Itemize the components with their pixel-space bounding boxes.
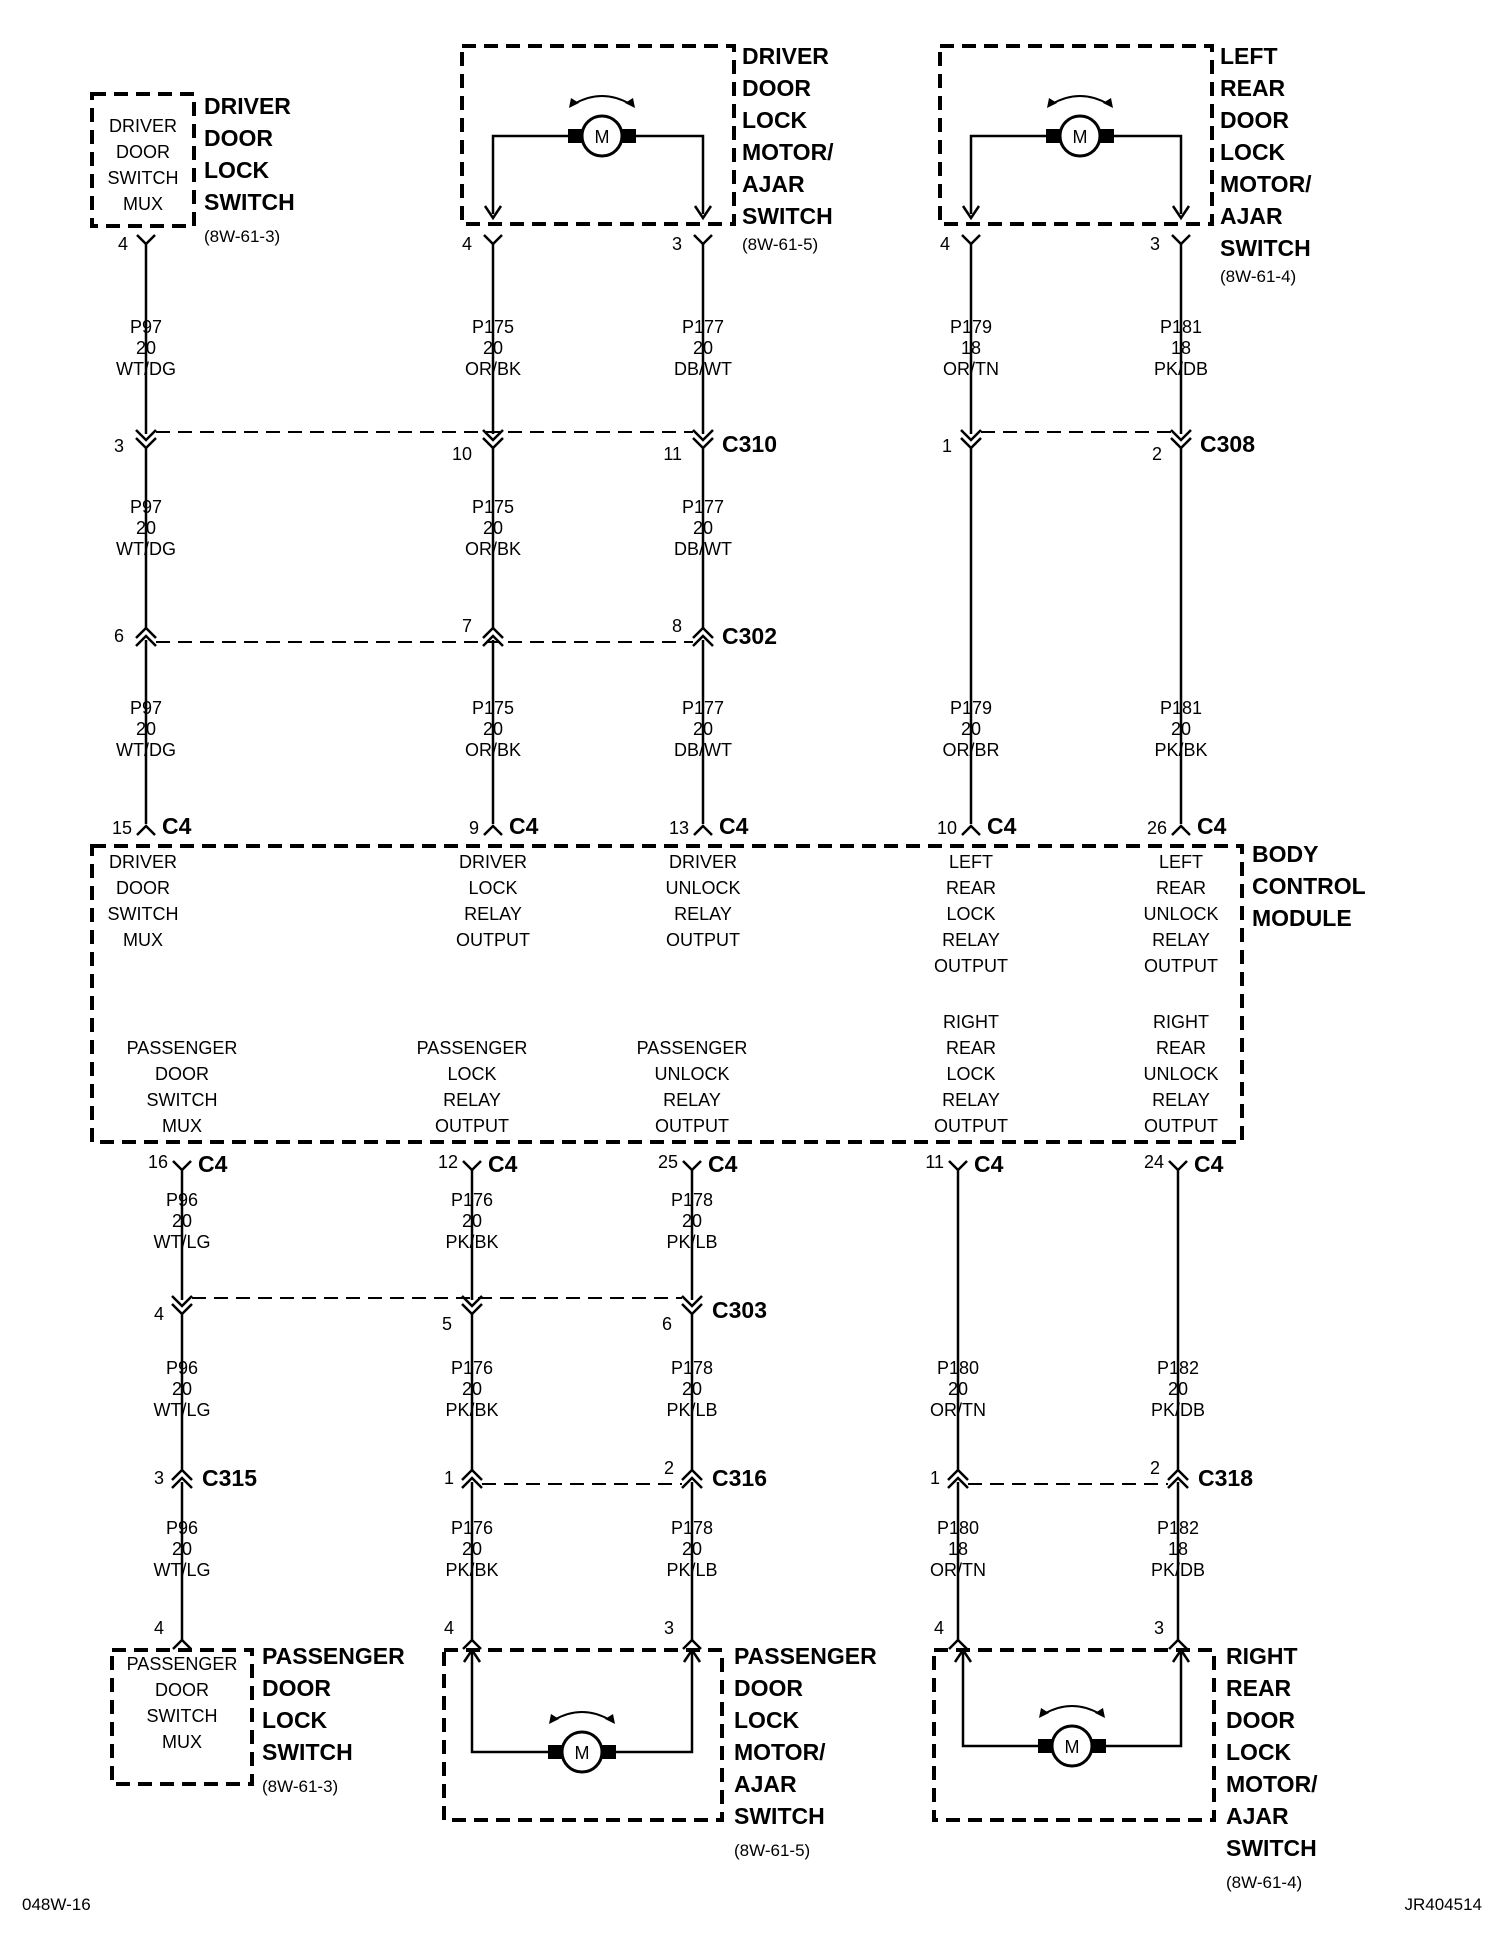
- bcm-pin-label: RIGHT: [1153, 1012, 1209, 1032]
- bcm-pin-label: MUX: [162, 1116, 202, 1136]
- wire-label: WT/LG: [153, 1560, 211, 1580]
- connector-name: C4: [1197, 813, 1227, 839]
- switch-box-label: DOOR: [116, 142, 170, 162]
- component-name: DRIVER: [742, 43, 829, 69]
- female-terminal: [962, 235, 980, 244]
- bcm-pin-label: DRIVER: [458, 852, 528, 872]
- wire-label: 18: [1170, 338, 1192, 358]
- wire-label: P181: [1159, 317, 1203, 337]
- motor-brush: [1046, 129, 1060, 143]
- wire-label: PK/BK: [445, 1560, 499, 1580]
- wire-label: 20: [171, 1211, 193, 1231]
- component-name: LOCK: [742, 107, 808, 133]
- motor-brush: [622, 129, 636, 143]
- wire-label: 20: [960, 719, 982, 739]
- connector-name: C308: [1200, 431, 1255, 457]
- wire-label: 20: [681, 1379, 703, 1399]
- component-name: LEFT: [1220, 43, 1278, 69]
- component-name: MOTOR/: [742, 139, 834, 165]
- switch-box-label: MUX: [162, 1732, 202, 1752]
- wire-label: 20: [461, 1379, 483, 1399]
- wire-label: 20: [135, 338, 157, 358]
- wire-label: 20: [135, 719, 157, 739]
- component-name: LOCK: [734, 1707, 800, 1733]
- pin-number: 12: [437, 1152, 458, 1172]
- pin-number: 13: [668, 818, 689, 838]
- wire-label: OR/BK: [464, 740, 522, 760]
- component-ref: (8W-61-4): [1226, 1873, 1303, 1892]
- switch-box-label: SWITCH: [146, 1706, 218, 1726]
- wire-label: 20: [1167, 1379, 1189, 1399]
- connector-name: C4: [987, 813, 1017, 839]
- pin-number: 4: [443, 1618, 454, 1638]
- component-name: MOTOR/: [1226, 1771, 1318, 1797]
- component-name: DOOR: [1226, 1707, 1295, 1733]
- arrow-head-icon: [549, 1714, 559, 1724]
- pin-number: 2: [1151, 444, 1162, 464]
- switch-box-label: DRIVER: [108, 116, 178, 136]
- rotation-arrow-icon: [1044, 1706, 1100, 1714]
- component-name: LOCK: [1220, 139, 1286, 165]
- wire-label: P96: [165, 1190, 199, 1210]
- pin-number: 16: [147, 1152, 168, 1172]
- bcm-pin-label: LOCK: [946, 904, 996, 924]
- bcm-pin-label: DRIVER: [108, 852, 178, 872]
- bcm-pin-label: OUTPUT: [934, 1116, 1008, 1136]
- pin-number: 25: [657, 1152, 678, 1172]
- component-name: MOTOR/: [1220, 171, 1312, 197]
- bcm-pin-label: DRIVER: [668, 852, 738, 872]
- wire-label: PK/DB: [1153, 359, 1209, 379]
- wire-label: P180: [936, 1518, 980, 1538]
- bcm-pin-label: RELAY: [674, 904, 732, 924]
- wire-label: 20: [461, 1211, 483, 1231]
- pin-number: 11: [925, 1152, 944, 1172]
- motor-brush: [1092, 1739, 1106, 1753]
- bcm-pin-label: LEFT: [948, 852, 994, 872]
- wire-label: 20: [171, 1539, 193, 1559]
- bcm-name: BODY: [1252, 841, 1319, 867]
- wire-label: 20: [947, 1379, 969, 1399]
- motor-wire: [963, 1650, 1038, 1746]
- pin-number: 8: [671, 616, 682, 636]
- wire-label: PK/BK: [445, 1400, 499, 1420]
- component-name: SWITCH: [262, 1739, 353, 1765]
- bcm-pin-label: RELAY: [942, 1090, 1000, 1110]
- component-name: AJAR: [742, 171, 805, 197]
- bcm-pin-label: RELAY: [1152, 930, 1210, 950]
- connector-name: C4: [1194, 1151, 1224, 1177]
- wire-label: P176: [450, 1190, 494, 1210]
- figure-id: JR404514: [1404, 1895, 1482, 1914]
- bcm-pin-label: LOCK: [468, 878, 518, 898]
- wire-label: DB/WT: [674, 539, 732, 559]
- bcm-pin-label: RELAY: [942, 930, 1000, 950]
- pin-number: 4: [153, 1618, 164, 1638]
- pin-number: 3: [663, 1618, 674, 1638]
- arrow-head-icon: [1095, 1708, 1105, 1718]
- bcm-pin-label: LOCK: [447, 1064, 497, 1084]
- component-name: DOOR: [734, 1675, 803, 1701]
- rotation-arrow-icon: [574, 96, 630, 104]
- motor-wire: [472, 1650, 548, 1752]
- wire-label: PK/DB: [1150, 1560, 1206, 1580]
- rotation-arrow-icon: [1052, 96, 1108, 104]
- wire-label: P179: [949, 698, 993, 718]
- pin-number: 4: [117, 234, 128, 254]
- connector-name: C302: [722, 623, 777, 649]
- arrow-head-icon: [1047, 98, 1057, 108]
- wire-label: 20: [482, 518, 504, 538]
- wire-label: 20: [482, 338, 504, 358]
- bcm-pin-label: PASSENGER: [636, 1038, 748, 1058]
- pin-number: 10: [936, 818, 957, 838]
- female-terminal: [683, 1161, 701, 1170]
- bcm-pin-label: OUTPUT: [1144, 956, 1218, 976]
- wire-label: WT/DG: [116, 539, 176, 559]
- arrow-head-icon: [625, 98, 635, 108]
- pin-number: 6: [661, 1314, 672, 1334]
- motor-symbol: M: [1072, 127, 1088, 147]
- connector-name: C4: [708, 1151, 738, 1177]
- rotation-arrow-icon: [554, 1712, 610, 1720]
- connector-name: C315: [202, 1465, 257, 1491]
- connector-name: C4: [488, 1151, 518, 1177]
- female-terminal: [137, 235, 155, 244]
- connector-name: C4: [509, 813, 539, 839]
- component-name: REAR: [1220, 75, 1286, 101]
- wire-label: P176: [450, 1518, 494, 1538]
- wire-label: P177: [681, 698, 725, 718]
- connector-name: C316: [712, 1465, 767, 1491]
- bcm-name: CONTROL: [1252, 873, 1366, 899]
- wire-label: OR/TN: [930, 1400, 986, 1420]
- motor-brush: [1038, 1739, 1052, 1753]
- component-name: DOOR: [1220, 107, 1289, 133]
- component-name: PASSENGER: [262, 1643, 405, 1669]
- pin-number: 10: [451, 444, 472, 464]
- bcm-pin-label: PASSENGER: [126, 1038, 238, 1058]
- bcm-pin-label: PASSENGER: [416, 1038, 528, 1058]
- wire-label: 18: [960, 338, 982, 358]
- component-name: AJAR: [1226, 1803, 1289, 1829]
- wire-label: DB/WT: [674, 359, 732, 379]
- switch-box-label: PASSENGER: [126, 1654, 238, 1674]
- wire-label: PK/LB: [666, 1232, 718, 1252]
- bcm-pin-label: UNLOCK: [1143, 904, 1219, 924]
- female-terminal: [949, 1161, 967, 1170]
- bcm-pin-label: OUTPUT: [435, 1116, 509, 1136]
- bcm-pin-label: LOCK: [946, 1064, 996, 1084]
- component-name: RIGHT: [1226, 1643, 1298, 1669]
- wire-label: P97: [129, 497, 163, 517]
- wire-label: PK/LB: [666, 1560, 718, 1580]
- wire-label: P177: [681, 497, 725, 517]
- motor-brush: [602, 1745, 616, 1759]
- wire-label: P178: [670, 1358, 714, 1378]
- wire-label: P175: [471, 698, 515, 718]
- motor-brush: [548, 1745, 562, 1759]
- wire-label: 18: [1167, 1539, 1189, 1559]
- component-ref: (8W-61-3): [262, 1777, 339, 1796]
- wire-label: P175: [471, 317, 515, 337]
- bcm-pin-label: RELAY: [443, 1090, 501, 1110]
- bcm-pin-label: MUX: [123, 930, 163, 950]
- bcm-pin-label: OUTPUT: [934, 956, 1008, 976]
- wire-label: P178: [670, 1190, 714, 1210]
- pin-number: 15: [111, 818, 132, 838]
- wire-label: P175: [471, 497, 515, 517]
- wire-label: OR/BK: [464, 359, 522, 379]
- bcm-pin-label: LEFT: [1158, 852, 1204, 872]
- pin-number: 1: [941, 436, 952, 456]
- female-terminal: [694, 235, 712, 244]
- component-ref: (8W-61-5): [742, 235, 819, 254]
- female-terminal: [1169, 1161, 1187, 1170]
- pin-number: 2: [1149, 1458, 1160, 1478]
- component-ref: (8W-61-4): [1220, 267, 1297, 286]
- pin-number: 1: [929, 1468, 940, 1488]
- wire-label: P178: [670, 1518, 714, 1538]
- arrow-head-icon: [1039, 1708, 1049, 1718]
- pin-number: 4: [153, 1304, 164, 1324]
- component-name: LOCK: [1226, 1739, 1292, 1765]
- component-name: DRIVER: [204, 93, 291, 119]
- bcm-pin-label: OUTPUT: [655, 1116, 729, 1136]
- wire-label: 20: [681, 1539, 703, 1559]
- pin-number: 24: [1143, 1152, 1164, 1172]
- bcm-pin-label: OUTPUT: [666, 930, 740, 950]
- female-terminal: [463, 1161, 481, 1170]
- bcm-pin-label: UNLOCK: [654, 1064, 730, 1084]
- component-name: LOCK: [204, 157, 270, 183]
- wire-label: 20: [1170, 719, 1192, 739]
- component-name: SWITCH: [1220, 235, 1311, 261]
- wire-label: WT/DG: [116, 740, 176, 760]
- connector-name: C318: [1198, 1465, 1253, 1491]
- motor-symbol: M: [574, 1743, 590, 1763]
- bcm-pin-label: SWITCH: [107, 904, 179, 924]
- connector-name: C4: [719, 813, 749, 839]
- pin-number: 1: [443, 1468, 454, 1488]
- pin-number: 7: [461, 616, 472, 636]
- connector-name: C310: [722, 431, 777, 457]
- wire-label: P180: [936, 1358, 980, 1378]
- connector-name: C4: [162, 813, 192, 839]
- male-terminal: [683, 1640, 701, 1649]
- motor-wire: [971, 136, 1046, 214]
- bcm-pin-label: REAR: [945, 1038, 997, 1058]
- pin-number: 3: [153, 1468, 164, 1488]
- male-terminal: [962, 826, 980, 835]
- pin-number: 3: [1153, 1618, 1164, 1638]
- wire-label: P97: [129, 698, 163, 718]
- bcm-pin-label: REAR: [945, 878, 997, 898]
- pin-number: 3: [1149, 234, 1160, 254]
- bcm-pin-label: UNLOCK: [665, 878, 741, 898]
- wire-label: 20: [692, 518, 714, 538]
- motor-wire: [636, 136, 703, 214]
- motor-symbol: M: [1064, 1737, 1080, 1757]
- pin-number: 2: [663, 1458, 674, 1478]
- motor-brush: [568, 129, 582, 143]
- male-terminal: [1169, 1640, 1187, 1649]
- wire-label: P182: [1156, 1358, 1200, 1378]
- wire-label: 20: [692, 338, 714, 358]
- wire-label: PK/BK: [1154, 740, 1208, 760]
- switch-box-label: SWITCH: [107, 168, 179, 188]
- wire-label: OR/BR: [942, 740, 1000, 760]
- component-ref: (8W-61-3): [204, 227, 281, 246]
- bcm-pin-label: RELAY: [663, 1090, 721, 1110]
- bcm-name: MODULE: [1252, 905, 1352, 931]
- wire-label: P97: [129, 317, 163, 337]
- bcm-pin-label: RIGHT: [943, 1012, 999, 1032]
- wire-label: 18: [947, 1539, 969, 1559]
- bcm-pin-label: SWITCH: [146, 1090, 218, 1110]
- male-terminal: [1172, 826, 1190, 835]
- bcm-pin-label: RELAY: [464, 904, 522, 924]
- connector-name: C303: [712, 1297, 767, 1323]
- bcm-pin-label: REAR: [1155, 1038, 1207, 1058]
- male-terminal: [694, 826, 712, 835]
- pin-number: 26: [1146, 818, 1167, 838]
- connector-name: C4: [198, 1151, 228, 1177]
- component-name: DOOR: [262, 1675, 331, 1701]
- arrow-head-icon: [1103, 98, 1113, 108]
- female-terminal: [1172, 235, 1190, 244]
- wire-label: 20: [681, 1211, 703, 1231]
- wire-label: P181: [1159, 698, 1203, 718]
- component-name: MOTOR/: [734, 1739, 826, 1765]
- switch-box-label: DOOR: [155, 1680, 209, 1700]
- male-terminal: [137, 826, 155, 835]
- component-name: SWITCH: [742, 203, 833, 229]
- pin-number: 3: [113, 436, 124, 456]
- switch-box-label: MUX: [123, 194, 163, 214]
- wire-label: WT/LG: [153, 1400, 211, 1420]
- motor-symbol: M: [594, 127, 610, 147]
- wire-label: WT/DG: [116, 359, 176, 379]
- wire-label: PK/DB: [1150, 1400, 1206, 1420]
- component-name: DOOR: [742, 75, 811, 101]
- wire-label: P96: [165, 1518, 199, 1538]
- female-terminal: [484, 235, 502, 244]
- motor-brush: [1100, 129, 1114, 143]
- connector-name: C4: [974, 1151, 1004, 1177]
- bcm-pin-label: REAR: [1155, 878, 1207, 898]
- wire-label: 20: [482, 719, 504, 739]
- wire-label: PK/LB: [666, 1400, 718, 1420]
- wire-label: WT/LG: [153, 1232, 211, 1252]
- male-terminal: [949, 1640, 967, 1649]
- bcm-pin-label: UNLOCK: [1143, 1064, 1219, 1084]
- wire-label: OR/TN: [943, 359, 999, 379]
- component-name: REAR: [1226, 1675, 1292, 1701]
- pin-number: 9: [468, 818, 479, 838]
- component-name: PASSENGER: [734, 1643, 877, 1669]
- bcm-pin-label: OUTPUT: [456, 930, 530, 950]
- component-name: AJAR: [734, 1771, 797, 1797]
- motor-wire: [493, 136, 568, 214]
- female-terminal: [173, 1161, 191, 1170]
- component-name: SWITCH: [204, 189, 295, 215]
- wire-label: PK/BK: [445, 1232, 499, 1252]
- wire-label: OR/BK: [464, 539, 522, 559]
- wire-label: P96: [165, 1358, 199, 1378]
- bcm-pin-label: DOOR: [116, 878, 170, 898]
- wire-label: P177: [681, 317, 725, 337]
- motor-wire: [1114, 136, 1181, 214]
- wire-label: 20: [461, 1539, 483, 1559]
- component-name: SWITCH: [1226, 1835, 1317, 1861]
- bcm-pin-label: OUTPUT: [1144, 1116, 1218, 1136]
- wire-label: P182: [1156, 1518, 1200, 1538]
- pin-number: 4: [461, 234, 472, 254]
- male-terminal: [484, 826, 502, 835]
- pin-number: 5: [441, 1314, 452, 1334]
- wire-label: 20: [692, 719, 714, 739]
- arrow-head-icon: [569, 98, 579, 108]
- arrow-head-icon: [605, 1714, 615, 1724]
- pin-number: 6: [113, 626, 124, 646]
- motor-wire: [616, 1650, 692, 1752]
- component-ref: (8W-61-5): [734, 1841, 811, 1860]
- component-name: LOCK: [262, 1707, 328, 1733]
- figure-code: 048W-16: [22, 1895, 91, 1914]
- wire-label: 20: [171, 1379, 193, 1399]
- component-name: AJAR: [1220, 203, 1283, 229]
- wire-label: 20: [135, 518, 157, 538]
- component-name: DOOR: [204, 125, 273, 151]
- wire-label: DB/WT: [674, 740, 732, 760]
- male-terminal: [173, 1640, 191, 1649]
- wire-label: OR/TN: [930, 1560, 986, 1580]
- pin-number: 4: [939, 234, 950, 254]
- wire-label: P176: [450, 1358, 494, 1378]
- pin-number: 4: [933, 1618, 944, 1638]
- wire-label: P179: [949, 317, 993, 337]
- bcm-pin-label: DOOR: [155, 1064, 209, 1084]
- motor-wire: [1106, 1650, 1181, 1746]
- component-name: SWITCH: [734, 1803, 825, 1829]
- bcm-pin-label: RELAY: [1152, 1090, 1210, 1110]
- male-terminal: [463, 1640, 481, 1649]
- pin-number: 11: [663, 444, 682, 464]
- pin-number: 3: [671, 234, 682, 254]
